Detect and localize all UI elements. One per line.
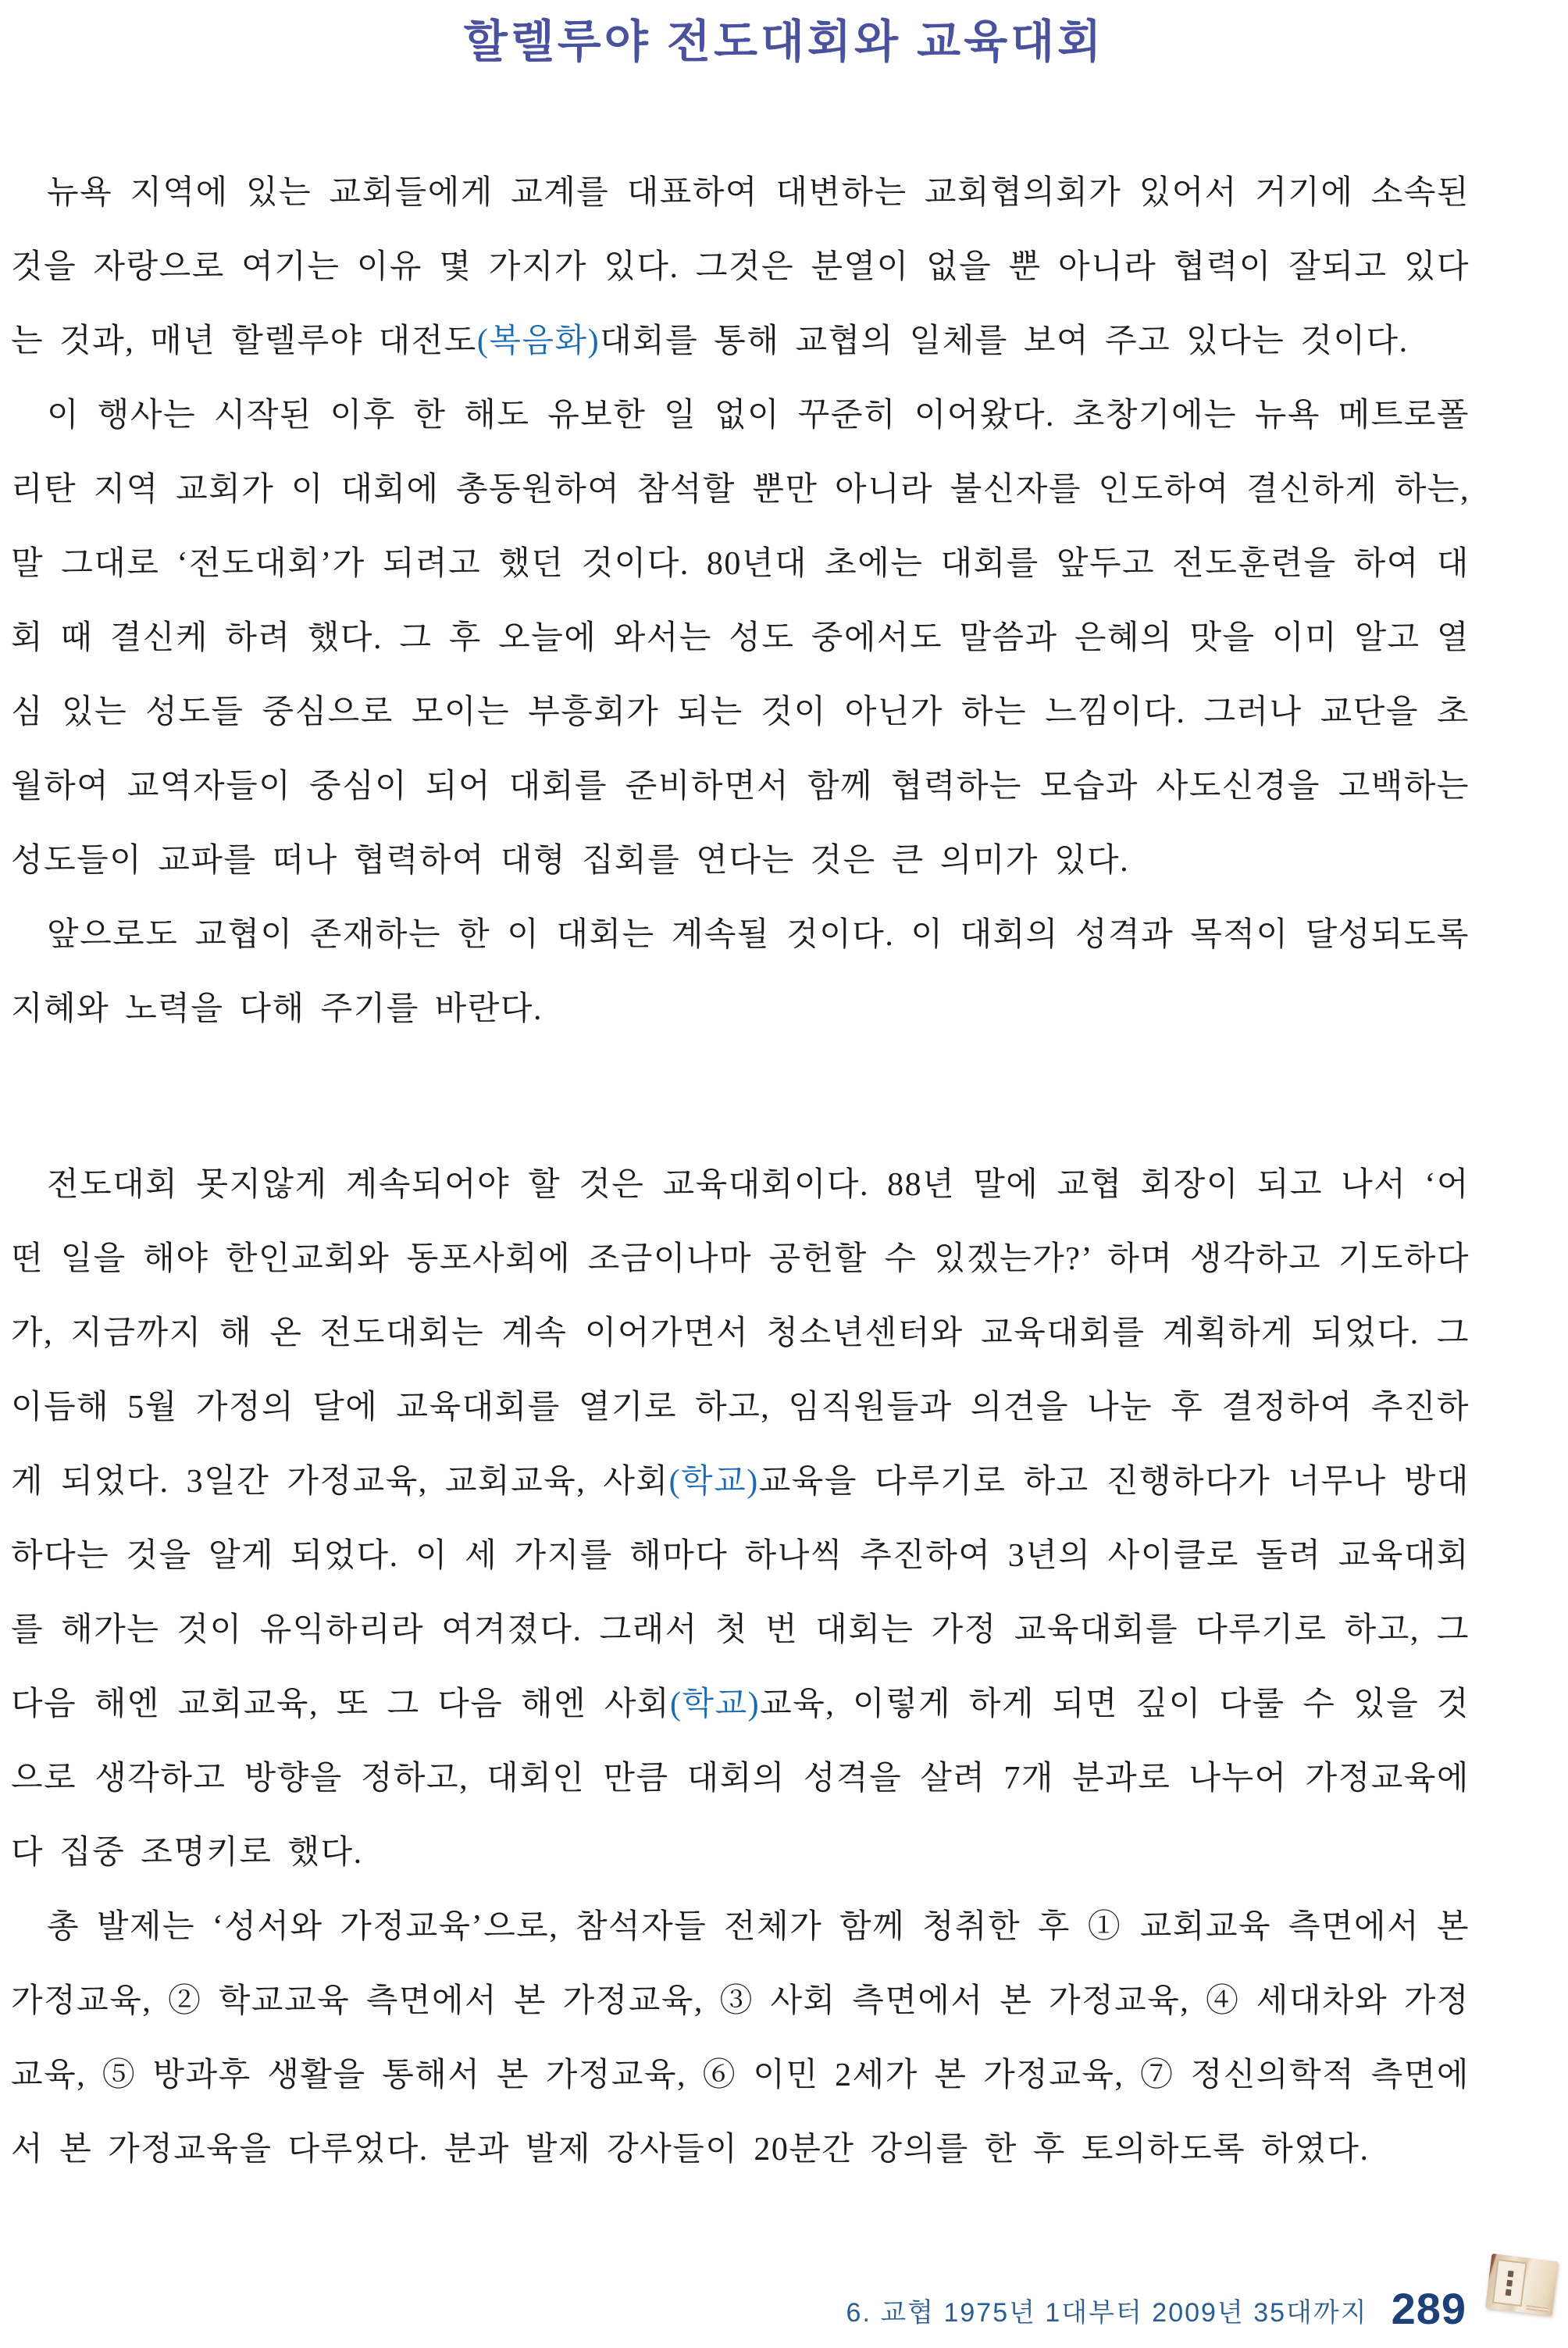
paragraph-text: 앞으로도 교협이 존재하는 한 이 대회는 계속될 것이다. 이 대회의 성격과 목적이 달성되도록 지혜와 노력을 다해 주기를 바란다. [11, 917, 1470, 1027]
annotation-text: (학교) [670, 1686, 761, 1722]
paragraph-text: 뉴욕 지역에 있는 교회들에게 교계를 대표하여 대변하는 교회협의회가 있어서 거기에 소속된 것을 자랑으로 여기는 이유 몇 가지가 있다. 그것은 분열이 없을 뿐 아니라 협력이 잘되고 있다는 것과, 매년 할렐루야 대전도 [11, 175, 1470, 359]
paragraph [11, 156, 1470, 379]
page-footer [0, 2284, 1466, 2333]
paragraph-text: 교육을 다루기로 하고 진행하다가 너무나 방대하다는 것을 알게 되었다. 이 세 가지를 해마다 하나씩 추진하여 3년의 사이클로 돌려 교육대회를 해가는 것이 유익하리라 여겨졌다. 그래서 첫 번 대회는 가정 교육대회를 다루기로 하고, 그 다음 해엔 교회교육, 또 그 다음 해엔 사회 [11, 1464, 1470, 1722]
paragraph [11, 379, 1470, 898]
paragraph-text: 총 발제는 ‘성서와 가정교육’으로, 참석자들 전체가 함께 청취한 후 ① 교회교육 측면에서 본 가정교육, ② 학교교육 측면에서 본 가정교육, ③ 사회 측면에서 본 가정교육, ④ 세대차와 가정교육, ⑤ 방과후 생활을 통해서 본 가정교육, ⑥ 이민 2세가 본 가정교육, ⑦ 정신의학적 측면에서 본 가정교육을 다루었다. 분과 발제 강사들이 20분간 강의를 한 후 토의하도록 하였다. [11, 1909, 1470, 2168]
paragraph-text: 전도대회 못지않게 계속되어야 할 것은 교육대회이다. 88년 말에 교협 회장이 되고 나서 ‘어떤 일을 해야 한인교회와 동포사회에 조금이나마 공헌할 수 있겠는가?’ 하며 생각하고 기도하다가, 지금까지 해 온 전도대회는 계속 이어가면서 청소년센터와 교육대회를 계획하게 되었다. 그 이듬해 5월 가정의 달에 교육대회를 열기로 하고, 임직원들과 의견을 나눈 후 결정하여 추진하게 되었다. 3일간 가정교육, 교회교육, 사회 [11, 1167, 1470, 1500]
annotation-text: (복음화) [476, 323, 600, 359]
paragraph [11, 1148, 1470, 1890]
paragraph [11, 1890, 1470, 2187]
paragraph-text: 교육, 이렇게 하게 되면 깊이 다룰 수 있을 것으로 생각하고 방향을 정하고, 대회인 만큼 대회의 성격을 살려 7개 분과로 나누어 가정교육에다 집중 조명키로 했다. [11, 1686, 1470, 1871]
book-page-edges [1526, 2304, 1549, 2313]
book-left-page [1492, 2259, 1527, 2307]
footer-section-label: 6. 교협 1975년 1대부터 2009년 35대까지 [846, 2298, 1368, 2328]
paragraph-text: 이 행사는 시작된 이후 한 해도 유보한 일 없이 꾸준히 이어왔다. 초창기에는 뉴욕 메트로폴리탄 지역 교회가 이 대회에 총동원하여 참석할 뿐만 아니라 불신자를 인도하여 결신하게 하는, 말 그대로 ‘전도대회’가 되려고 했던 것이다. 80년대 초에는 대회를 앞두고 전도훈련을 하여 대회 때 결신케 하려 했다. 그 후 오늘에 와서는 성도 중에서도 말씀과 은혜의 맛을 이미 알고 열심 있는 성도들 중심으로 모이는 부흥회가 되는 것이 아닌가 하는 느낌이다. 그러나 교단을 초월하여 교역자들이 중심이 되어 대회를 준비하면서 함께 협력하는 모습과 사도신경을 고백하는 성도들이 교파를 떠나 협력하여 대형 집회를 연다는 것은 큰 의미가 있다. [11, 398, 1470, 879]
page-number: 289 [1391, 2284, 1466, 2333]
open-book-icon [1485, 2253, 1559, 2316]
paragraph-text: 대회를 통해 교협의 일체를 보여 주고 있다는 것이다. [600, 323, 1409, 359]
body-text [11, 156, 1470, 2187]
annotation-text: (학교) [668, 1464, 759, 1500]
book-page-text-marks [1505, 2271, 1513, 2296]
page-title: 할렐루야 전도대회와 교육대회 [463, 16, 1105, 67]
paragraph [11, 898, 1470, 1047]
